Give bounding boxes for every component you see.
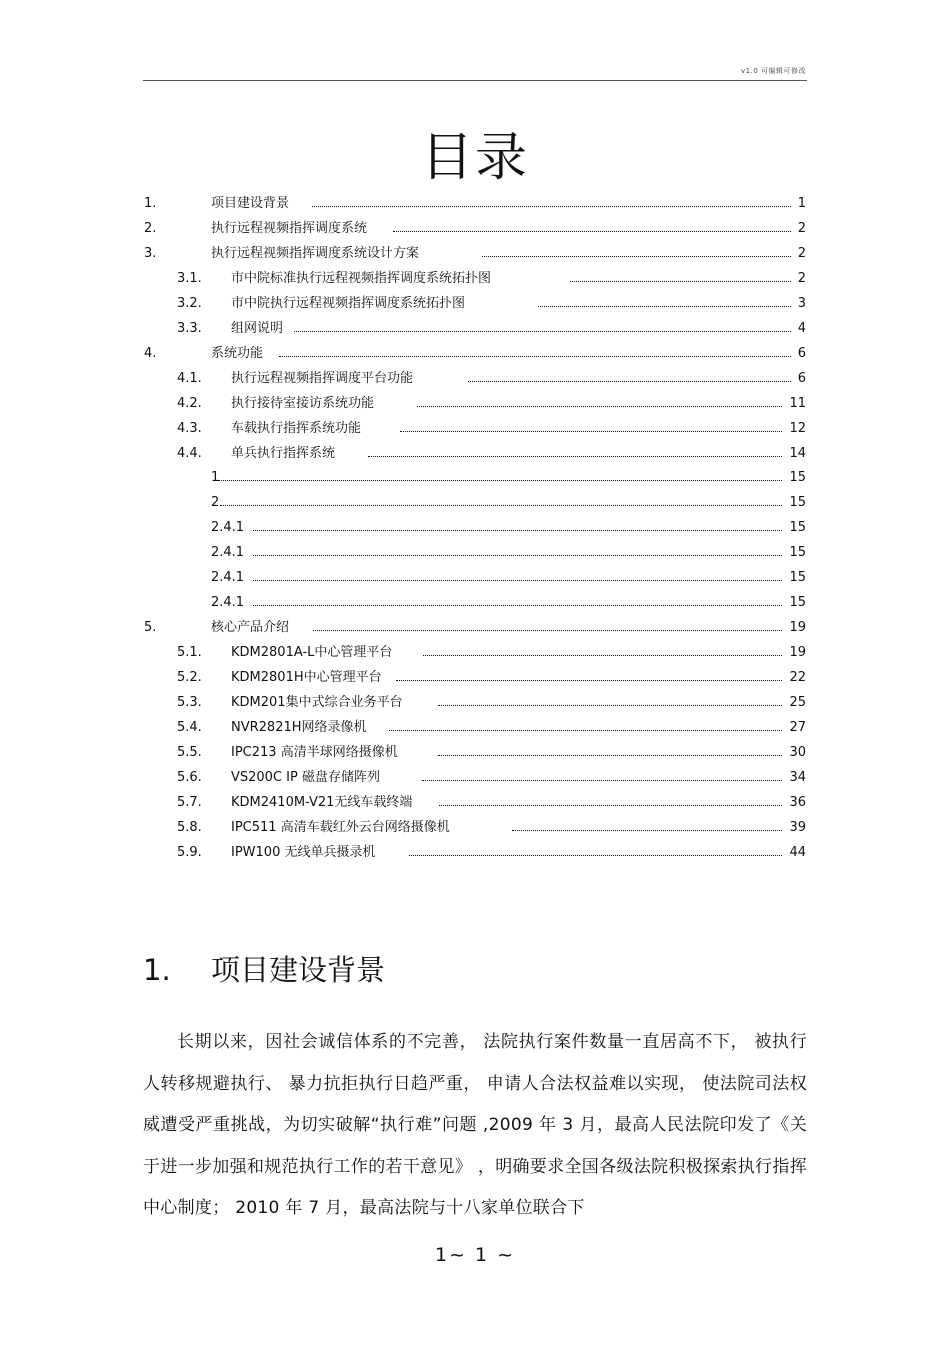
section-body-paragraph: 长期以来，因社会诚信体系的不完善， 法院执行案件数量一直居高不下， 被执行人转移规避执行、 暴力抗拒执行日趋严重， 申请人合法权益难以实现， 使法院司法权威遭受严重挑战，为切实破解“执行难”问题 ,2009 年 3 月，最高人民法院印发了《关于进一步加强和规范执行工作的若干意见》 ，明确要求全国各级法院积极探索执行指挥中心制度； 2010 年 7 月，最高法院与十八家单位联合下 <box>143 1032 807 1218</box>
toc-entry[interactable] <box>0 742 950 764</box>
toc-entry[interactable] <box>0 318 950 340</box>
toc-dot-leader <box>423 655 782 656</box>
toc-dot-leader <box>253 580 782 581</box>
toc-entry-number: 5.5. <box>177 744 202 760</box>
toc-entry-page: 15 <box>789 495 806 511</box>
toc-entry-title: KDM2801A-L中心管理平台 <box>231 645 393 661</box>
toc-entry[interactable] <box>0 767 950 789</box>
toc-entry[interactable] <box>0 467 950 489</box>
toc-entry-number: 4.2. <box>177 395 202 411</box>
toc-entry-title: KDM201集中式综合业务平台 <box>231 695 403 710</box>
toc-entry-number: 2.4.1 <box>211 545 245 561</box>
toc-entry-number: 5.1. <box>177 645 202 661</box>
toc-entry[interactable] <box>0 268 950 290</box>
toc-entry-title: KDM2801H中心管理平台 <box>231 670 382 686</box>
toc-entry-title: 市中院执行远程视频指挥调度系统拓扑图 <box>231 295 466 311</box>
toc-entry-page: 15 <box>789 570 806 586</box>
toc-entry-page: 2 <box>797 270 806 286</box>
toc-entry[interactable] <box>0 842 950 864</box>
toc-entry-number: 4.1. <box>177 370 202 386</box>
toc-entry-title: 核心产品介绍 <box>211 620 290 636</box>
toc-dot-leader <box>538 306 791 307</box>
toc-entry[interactable] <box>0 193 950 215</box>
toc-dot-leader <box>438 755 782 756</box>
toc-dot-leader <box>400 431 782 432</box>
toc-entry-title: IPC213 高清半球网络摄像机 <box>231 744 398 760</box>
toc-entry-number: 2.4.1 <box>211 595 245 611</box>
toc-entry-page: 15 <box>789 595 806 611</box>
toc-entry-number: 2.4.1 <box>211 520 245 536</box>
toc-entry-title: 执行远程视频指挥调度系统设计方案 <box>211 245 420 261</box>
toc-entry-page: 15 <box>789 545 806 561</box>
toc-entry-number: 3.1. <box>177 270 202 286</box>
toc-entry-page: 15 <box>789 470 806 486</box>
toc-entry-number: 2 <box>211 495 220 511</box>
header-divider <box>143 80 807 81</box>
toc-dot-leader <box>313 630 782 631</box>
toc-entry-number: 5.2. <box>177 670 202 686</box>
toc-entry-title: 系统功能 <box>211 345 264 361</box>
toc-dot-leader <box>294 331 791 332</box>
toc-entry-number: 2. <box>144 220 157 236</box>
toc-entry-page: 34 <box>789 769 806 785</box>
toc-entry-page: 27 <box>789 719 806 735</box>
toc-entry-title: 执行远程视频指挥调度系统 <box>211 220 368 236</box>
toc-entry-page: 2 <box>797 220 806 236</box>
toc-entry-page: 4 <box>797 320 806 336</box>
toc-entry-page: 3 <box>797 295 806 311</box>
toc-dot-leader <box>368 456 782 457</box>
toc-dot-leader <box>512 830 782 831</box>
toc-entry[interactable] <box>0 492 950 514</box>
toc-entry[interactable] <box>0 343 950 365</box>
toc-entry-title: IPW100 无线单兵摄录机 <box>231 844 376 860</box>
toc-entry-page: 1 <box>797 196 806 211</box>
toc-entry[interactable] <box>0 717 950 739</box>
toc-entry-page: 6 <box>797 370 806 386</box>
toc-entry-page: 39 <box>789 819 806 835</box>
section-heading <box>143 948 385 992</box>
header-note: v1.0 可编辑可修改 <box>741 67 806 75</box>
toc-dot-leader <box>422 780 782 781</box>
toc-entry-title: IPC511 高清车载红外云台网络摄像机 <box>231 819 450 835</box>
toc-entry-title: NVR2821H网络录像机 <box>231 719 367 735</box>
toc-entry[interactable] <box>0 517 950 539</box>
toc-entry-page: 12 <box>789 420 806 436</box>
toc-entry-number: 5.4. <box>177 719 202 735</box>
toc-entry-page: 19 <box>789 620 806 636</box>
toc-dot-leader <box>253 555 782 556</box>
toc-entry-number: 2.4.1 <box>211 570 245 586</box>
toc-entry-page: 19 <box>789 645 806 661</box>
toc-dot-leader <box>218 480 782 481</box>
toc-dot-leader <box>439 805 782 806</box>
toc-dot-leader <box>409 855 782 856</box>
toc-entry-number: 5.6. <box>177 769 202 785</box>
toc-entry-page: 22 <box>789 670 806 686</box>
toc-entry-title: 项目建设背景 <box>211 196 290 211</box>
toc-entry[interactable] <box>0 293 950 315</box>
toc-entry-page: 14 <box>789 445 806 461</box>
toc-entry[interactable] <box>0 542 950 564</box>
toc-entry-number: 5.9. <box>177 844 202 860</box>
toc-entry-number: 3.3. <box>177 320 202 336</box>
toc-entry-page: 6 <box>797 345 806 361</box>
toc-entry-title: 执行远程视频指挥调度平台功能 <box>231 370 414 386</box>
section-number: 1. <box>143 953 171 987</box>
toc-entry-title: 单兵执行指挥系统 <box>231 445 336 461</box>
toc-entry-number: 5. <box>144 620 157 636</box>
toc-entry-title: VS200C IP 磁盘存储阵列 <box>231 769 380 785</box>
toc-entry-title: 市中院标准执行远程视频指挥调度系统拓扑图 <box>231 270 492 286</box>
toc-dot-leader <box>438 705 782 706</box>
section-title: 项目建设背景 <box>211 953 386 987</box>
toc-entry-number: 5.3. <box>177 695 202 710</box>
toc-title: 目录 <box>420 128 529 188</box>
toc-entry-page: 15 <box>789 520 806 536</box>
toc-entry[interactable] <box>0 393 950 415</box>
toc-dot-leader <box>312 206 791 207</box>
toc-entry-title: 执行接待室接访系统功能 <box>231 395 375 411</box>
toc-entry[interactable] <box>0 418 950 440</box>
toc-entry[interactable] <box>0 592 950 614</box>
toc-dot-leader <box>482 256 791 257</box>
toc-entry[interactable] <box>0 243 950 265</box>
toc-entry-number: 3. <box>144 245 157 261</box>
toc-dot-leader <box>570 281 791 282</box>
toc-entry[interactable] <box>0 443 950 465</box>
toc-dot-leader <box>253 530 782 531</box>
toc-entry[interactable] <box>0 617 950 639</box>
toc-entry[interactable] <box>0 567 950 589</box>
toc-entry-number: 4.4. <box>177 445 202 461</box>
page-number: 1~ 1 ~ <box>434 1244 516 1266</box>
toc-entry-number: 1 <box>211 470 220 486</box>
toc-dot-leader <box>220 505 782 506</box>
toc-entry-number: 4.3. <box>177 420 202 436</box>
toc-entry[interactable] <box>0 667 950 689</box>
toc-entry-title: 组网说明 <box>231 320 284 336</box>
toc-entry[interactable] <box>0 692 950 714</box>
toc-entry[interactable] <box>0 817 950 839</box>
toc-entry-number: 4. <box>144 345 157 361</box>
toc-entry-page: 25 <box>789 695 806 710</box>
toc-entry-page: 36 <box>789 794 806 810</box>
toc-entry-number: 5.7. <box>177 794 202 810</box>
toc-entry[interactable] <box>0 792 950 814</box>
toc-dot-leader <box>396 680 782 681</box>
toc-entry-page: 44 <box>789 844 806 860</box>
toc-entry[interactable] <box>0 218 950 240</box>
toc-dot-leader <box>417 406 782 407</box>
toc-entry-title: 车载执行指挥系统功能 <box>231 420 362 436</box>
toc-entry-number: 5.8. <box>177 819 202 835</box>
toc-dot-leader <box>468 381 791 382</box>
toc-dot-leader <box>279 356 791 357</box>
toc-entry[interactable] <box>0 642 950 664</box>
toc-entry-page: 2 <box>797 245 806 261</box>
toc-entry-page: 11 <box>789 395 806 411</box>
toc-entry-page: 30 <box>789 744 806 760</box>
toc-entry-title: KDM2410M-V21无线车载终端 <box>231 794 413 810</box>
toc-entry-number: 1. <box>144 196 157 211</box>
toc-dot-leader <box>253 605 782 606</box>
toc-entry-number: 3.2. <box>177 295 202 311</box>
toc-dot-leader <box>389 730 782 731</box>
toc-dot-leader <box>393 231 791 232</box>
toc-entry[interactable] <box>0 368 950 390</box>
